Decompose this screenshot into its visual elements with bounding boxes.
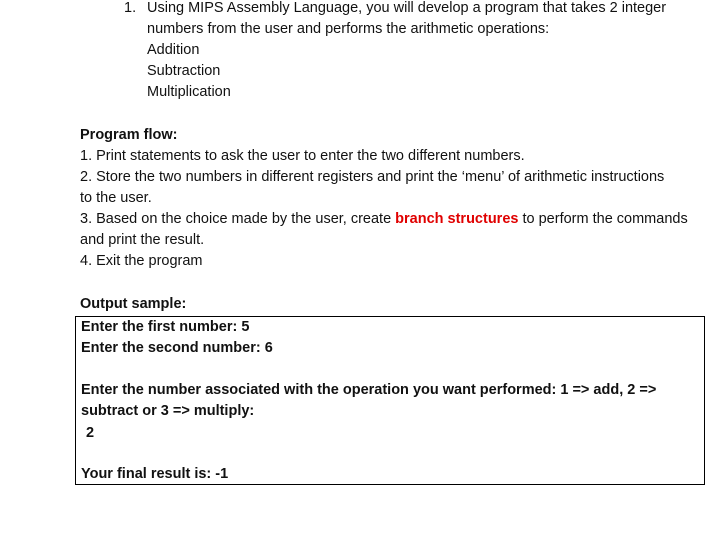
intro-text-line-1: Using MIPS Assembly Language, you will develop a program that takes 2 integer bbox=[147, 0, 667, 16]
flow-step-3-prefix: 3. Based on the choice made by the user, create bbox=[80, 211, 396, 227]
output-line-operation-prompt: Enter the number associated with the operation you want performed: 1 => add, 2 => bbox=[81, 382, 657, 398]
operation-multiplication: Multiplication bbox=[147, 84, 231, 100]
flow-step-2-continued: to the user. bbox=[80, 190, 152, 206]
intro-list-number: 1. bbox=[124, 0, 137, 16]
flow-step-2: 2. Store the two numbers in different registers and print the ‘menu’ of arithmetic instructions bbox=[80, 169, 665, 185]
intro-text-line-2: numbers from the user and performs the arithmetic operations: bbox=[147, 21, 550, 37]
flow-step-4: 4. Exit the program bbox=[80, 253, 203, 269]
program-flow-heading: Program flow: bbox=[80, 127, 178, 143]
flow-step-3-continued: and print the result. bbox=[80, 232, 205, 248]
operation-addition: Addition bbox=[147, 42, 200, 58]
flow-step-1: 1. Print statements to ask the user to enter the two different numbers. bbox=[80, 148, 525, 164]
output-line-second-number: Enter the second number: 6 bbox=[81, 340, 273, 356]
output-sample-heading: Output sample: bbox=[80, 296, 187, 312]
output-line-operation-prompt-continued: subtract or 3 => multiply: bbox=[81, 403, 255, 419]
branch-structures-highlight: branch structures bbox=[395, 211, 519, 227]
flow-step-3 bbox=[80, 211, 688, 227]
flow-step-3-suffix: to perform the commands bbox=[518, 211, 688, 227]
operation-subtraction: Subtraction bbox=[147, 63, 221, 79]
output-line-user-choice: 2 bbox=[86, 425, 95, 441]
output-line-first-number: Enter the first number: 5 bbox=[81, 319, 250, 335]
output-line-final-result: Your final result is: -1 bbox=[81, 466, 229, 482]
